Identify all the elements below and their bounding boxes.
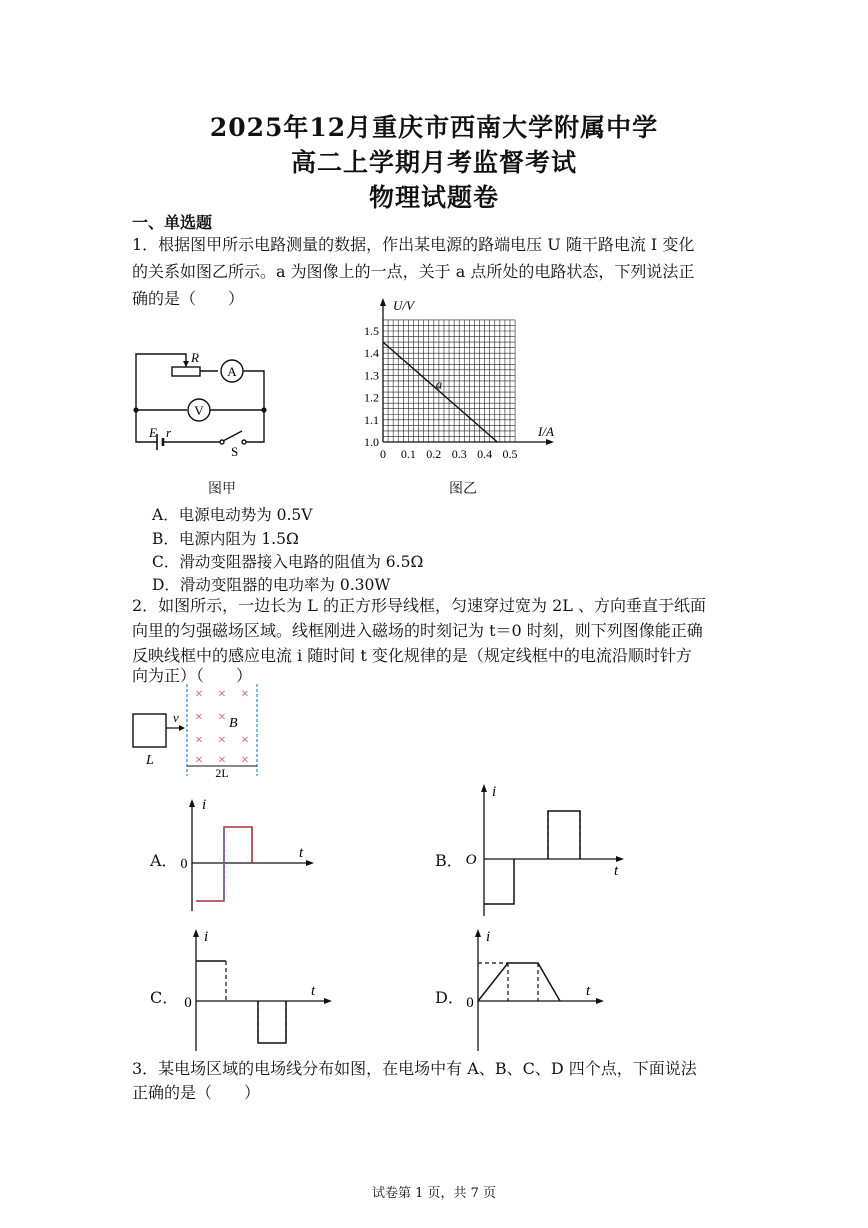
x-tick-label: 0 bbox=[380, 447, 386, 461]
exam-title-line2: 高二上学期月考监督考试 bbox=[290, 148, 577, 177]
y-axis-arrow bbox=[380, 298, 386, 306]
field-cross-mark: × bbox=[195, 733, 203, 748]
exam-title-line1: 2025年12月重庆市西南大学附属中学 bbox=[209, 113, 659, 142]
y-tick-label: 1.3 bbox=[364, 368, 379, 383]
q2-option-a-label[interactable]: A． bbox=[150, 851, 178, 870]
axis-label-t: t bbox=[586, 983, 591, 999]
section-title: 一、单选题 bbox=[132, 213, 213, 232]
circuit-label-R: R bbox=[191, 350, 199, 365]
side-length-label: L bbox=[146, 753, 154, 768]
q2-stem-line4: 向为正）（ ） bbox=[132, 666, 253, 685]
x-tick-label: 0.2 bbox=[426, 447, 442, 461]
q2-option-b-label[interactable]: B． bbox=[435, 851, 463, 870]
q2-option-c-graph[interactable] bbox=[178, 925, 338, 1053]
axis-label-i: i bbox=[492, 784, 497, 800]
axis-label-t: t bbox=[614, 863, 619, 879]
y-tick-label: 1.2 bbox=[364, 390, 379, 405]
axis-label-t: t bbox=[311, 983, 316, 999]
y-axis-title: U/V bbox=[393, 298, 414, 313]
q1-option-d[interactable]: D．滑动变阻器的电功率为 0.30W bbox=[152, 576, 391, 594]
origin-label: 0 bbox=[466, 995, 474, 1011]
field-cross-mark: × bbox=[195, 710, 203, 725]
q1-option-c[interactable]: C．滑动变阻器接入电路的阻值为 6.5Ω bbox=[152, 553, 424, 571]
q2-option-c-label[interactable]: C． bbox=[150, 988, 179, 1007]
x-tick-label: 0.1 bbox=[400, 447, 416, 461]
point-a-label: a bbox=[435, 376, 443, 392]
current-waveform bbox=[484, 859, 514, 904]
q1-option-a[interactable]: A．电源电动势为 0.5V bbox=[152, 506, 313, 524]
magnetic-field-figure bbox=[125, 684, 270, 780]
x-axis-arrow bbox=[546, 439, 554, 445]
field-cross-mark: × bbox=[218, 733, 226, 748]
velocity-label: v bbox=[173, 710, 179, 725]
field-cross-mark: × bbox=[241, 687, 249, 702]
axis-label-i: i bbox=[204, 929, 209, 945]
field-label-B: B bbox=[229, 716, 238, 731]
field-cross-mark: × bbox=[218, 710, 226, 725]
exam-title-line3: 物理试题卷 bbox=[368, 183, 499, 212]
axis-label-i: i bbox=[486, 929, 491, 945]
current-waveform bbox=[478, 963, 560, 1001]
q2-stem-line1: 2．如图所示，一边长为 L 的正方形导线框，匀速穿过宽为 2L 、方向垂直于纸面 bbox=[132, 596, 706, 615]
q2-stem-line2: 向里的匀强磁场区域。线框刚进入磁场的时刻记为 t＝0 时刻，则下列图像能正确 bbox=[132, 621, 703, 640]
x-axis-title: I/A bbox=[538, 424, 554, 439]
circuit-label-E: E bbox=[149, 425, 157, 440]
origin-label: 0 bbox=[184, 995, 192, 1011]
page-footer: 试卷第 1 页，共 7 页 bbox=[371, 1186, 497, 1201]
origin-label: 0 bbox=[180, 857, 188, 872]
x-tick-label: 0.4 bbox=[477, 447, 493, 461]
fig-a-caption: 图甲 bbox=[208, 481, 236, 497]
circuit-label-S: S bbox=[231, 444, 239, 459]
x-tick-label: 0.5 bbox=[502, 447, 518, 461]
field-cross-mark: × bbox=[241, 753, 249, 768]
field-cross-mark: × bbox=[218, 687, 226, 702]
fig-b-caption: 图乙 bbox=[449, 481, 477, 497]
circuit-label-V: V bbox=[194, 403, 204, 418]
q2-option-a-graph[interactable] bbox=[178, 795, 318, 915]
field-cross-mark: × bbox=[241, 733, 249, 748]
axis-label-i: i bbox=[202, 797, 207, 813]
q2-option-d-label[interactable]: D． bbox=[435, 988, 464, 1007]
q1-stem-line3: 确的是（ ） bbox=[132, 289, 245, 308]
y-tick-label: 1.4 bbox=[364, 346, 379, 361]
circuit-label-r: r bbox=[166, 425, 172, 440]
field-cross-mark: × bbox=[218, 753, 226, 768]
q1-stem-line1: 1．根据图甲所示电路测量的数据，作出某电源的路端电压 U 随干路电流 I 变化 bbox=[132, 235, 695, 254]
q2-option-d-graph[interactable] bbox=[460, 925, 610, 1053]
field-cross-mark: × bbox=[195, 687, 203, 702]
circuit-diagram bbox=[120, 340, 280, 465]
q1-option-b[interactable]: B．电源内阻为 1.5Ω bbox=[152, 530, 299, 548]
q2-option-b-graph[interactable] bbox=[460, 780, 630, 920]
width-label: 2L bbox=[215, 766, 229, 780]
circuit-label-A: A bbox=[227, 364, 237, 379]
origin-label: O bbox=[465, 852, 477, 868]
square-wire-frame bbox=[133, 714, 166, 747]
y-tick-label: 1.5 bbox=[364, 324, 379, 338]
y-tick-label: 1.1 bbox=[364, 412, 379, 427]
axis-label-t: t bbox=[299, 845, 304, 861]
junction-dot bbox=[133, 407, 138, 412]
field-cross-mark: × bbox=[195, 753, 203, 768]
y-tick-label: 1.0 bbox=[364, 435, 379, 449]
junction-dot bbox=[261, 407, 266, 412]
rheostat-resistor bbox=[172, 367, 200, 376]
x-tick-label: 0.3 bbox=[451, 447, 467, 461]
q3-stem-line2: 正确的是（ ） bbox=[132, 1083, 261, 1102]
q3-stem-line1: 3．某电场区域的电场线分布如图，在电场中有 A、B、C、D 四个点，下面说法 bbox=[132, 1059, 697, 1078]
ui-graph bbox=[350, 296, 570, 466]
q1-stem-line2: 的关系如图乙所示。a 为图像上的一点，关于 a 点所处的电路状态，下列说法正 bbox=[132, 262, 695, 281]
q2-stem-line3: 反映线框中的感应电流 i 随时间 t 变化规律的是（规定线框中的电流沿顺时针方 bbox=[132, 646, 692, 665]
